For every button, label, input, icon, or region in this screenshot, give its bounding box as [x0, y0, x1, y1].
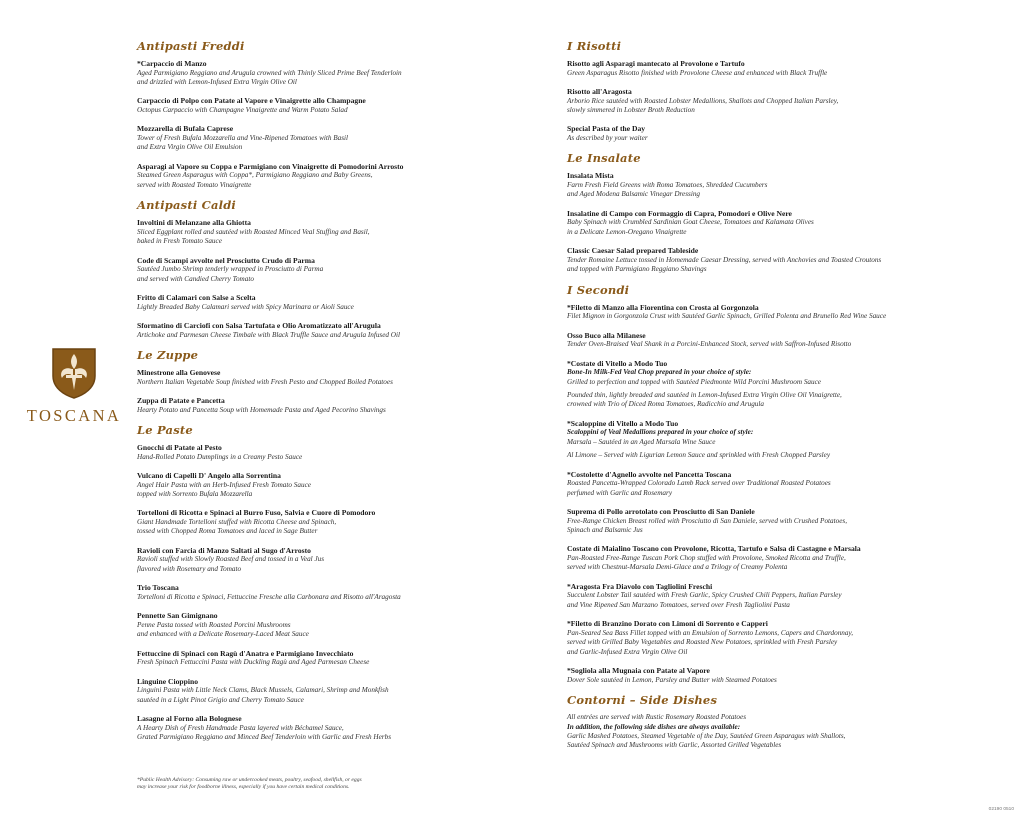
dish-name: Zuppa di Patate e Pancetta [137, 396, 225, 406]
dish-description: sautéed in a Light Pinot Grigio and Cherry Tomato Sauce [137, 695, 304, 704]
menu-item [137, 546, 437, 574]
menu-section [567, 694, 927, 751]
dish-description: Sliced Eggplant rolled and sautéed with Roasted Minced Veal Stuffing and Basil, [137, 227, 370, 236]
dish-description: served with Roasted Tomato Vinaigrette [137, 180, 252, 189]
dish-name: Involtini di Melanzane alla Ghiotta [137, 218, 251, 228]
dish-description: Fresh Spinach Fettuccini Pasta with Duckling Ragù and Aged Parmesan Cheese [137, 658, 370, 667]
dish-name: Pennette San Gimignano [137, 611, 218, 621]
dish-description: Hearty Potato and Pancetta Soup with Homemade Pasta and Aged Pecorino Shavings [137, 405, 386, 414]
fleur-de-lis-shield-icon [50, 346, 98, 400]
section-title: I Risotti [567, 39, 622, 53]
dish-description: Grated Parmigiano Reggiano and Minced Beef Tenderloin with Garlic and Fresh Herbs [137, 733, 391, 742]
dish-name: Special Pasta of the Day [567, 124, 646, 134]
dish-option: Pounded thin, lightly breaded and sautéed in Lemon-Infused Extra Virgin Olive Oil Vinaigrette, [567, 391, 842, 400]
dish-description: Linguini Pasta with Little Neck Clams, Black Mussels, Calamari, Shrimp and Monkfish [137, 686, 389, 695]
dish-description: Filet Mignon in Gorgonzola Crust with Sautéed Garlic Spinach, Grilled Polenta and Brunello Red Wine Sauce [567, 312, 887, 321]
dish-description: As described by your waiter [567, 134, 648, 142]
dish-description: Sautéed Jumbo Shrimp tenderly wrapped in Prosciutto di Parma [137, 265, 324, 274]
section-title: Antipasti Caldi [137, 198, 236, 213]
dish-description: Artichoke and Parmesan Cheese Timbale with Black Truffle Sauce and Arugula Infused Oil [137, 330, 400, 339]
dish-name: Risotto agli Asparagi mantecato al Provolone e Tartufo [567, 59, 745, 68]
dish-description: Aged Parmigiano Reggiano and Arugula crowned with Thinly Sliced Prime Beef Tenderloin [137, 68, 402, 77]
menu-item [567, 507, 927, 535]
dish-option: Al Limone – Served with Ligurian Lemon Sauce and sprinkled with Fresh Chopped Parsley [567, 451, 831, 460]
menu-item [137, 649, 437, 668]
dish-description: Farm Fresh Field Greens with Roma Tomatoes, Shredded Cucumbers [567, 181, 768, 189]
section-title: Le Insalate [567, 151, 641, 166]
dish-description: and Garlic-Infused Extra Virgin Olive Oil [567, 647, 688, 656]
menu-item [137, 293, 437, 312]
dish-name: Insalatine di Campo con Formaggio di Capra, Pomodori e Olive Nere [567, 208, 792, 218]
left-menu-column [137, 40, 437, 751]
section-title: Le Zuppe [137, 348, 199, 363]
right-menu-column [567, 40, 927, 760]
dish-option: Grilled to perfection and topped with Sautéed Piedmonte Wild Porcini Mushroom Sauce [567, 377, 821, 386]
health-advisory [137, 777, 437, 791]
dish-description: Spinach and Balsamic Jus [567, 526, 643, 535]
dish-name: Sformatino di Carciofi con Salsa Tartufata e Olio Aromatizzato all'Arugula [137, 321, 381, 331]
menu-item [567, 470, 927, 498]
dish-name: Minestrone alla Genovese [137, 368, 221, 378]
dish-description: Tortelloni di Ricotta e Spinaci, Fettuccine Fresche alla Carbonara and Risotto all'Aragosta [137, 592, 401, 601]
dish-name: Osso Buco alla Milanese [567, 330, 646, 340]
advisory-line: *Public Health Advisory: Consuming raw or undercooked meats, poultry, seafood, shellfish, or eggs [137, 777, 362, 783]
menu-item [567, 246, 927, 274]
dish-description: Lightly Breaded Baby Calamari served with Spicy Marinara or Aioli Sauce [137, 302, 354, 311]
dish-description: Pan-Roasted Free-Range Tuscan Pork Chop stuffed with Provolone, Smoked Ricotta and Truffle, [567, 554, 846, 563]
dish-description: and drizzled with Lemon-Infused Extra Virgin Olive Oil [137, 78, 297, 86]
dish-name: Fritto di Calamari con Salse a Scelta [137, 293, 256, 303]
section-title: Le Paste [137, 423, 193, 438]
menu-item [137, 508, 437, 536]
dish-description: and Extra Virgin Olive Oil Emulsion [137, 143, 243, 152]
dish-description: and topped with Parmigiano Reggiano Shavings [567, 265, 707, 274]
menu-section [137, 349, 437, 415]
dish-description: Angel Hair Pasta with an Herb-Infused Fresh Tomato Sauce [137, 480, 311, 489]
menu-item [567, 171, 927, 199]
dish-name: Costate di Maialino Toscano con Provolone, Ricotta, Tartufo e Salsa di Castagne e Marsala [567, 544, 861, 554]
dish-description: Giant Handmade Tortelloni stuffed with Ricotta Cheese and Spinach, [137, 518, 337, 527]
dish-name: Insalata Mista [567, 171, 614, 181]
dish-description: Hand-Rolled Potato Dumplings in a Creamy Pesto Sauce [137, 452, 303, 461]
section-title: Contorni – Side Dishes [567, 693, 718, 708]
dish-description: Arborio Rice sautéed with Roasted Lobster Medallions, Shallots and Chopped Italian Parsley, [567, 96, 839, 105]
dish-option: Marsala – Sautéed in an Aged Marsala Wine Sauce [567, 437, 716, 446]
document-code: 02190 0510 [988, 807, 1014, 812]
dish-description: in a Delicate Lemon-Oregano Vinaigrette [567, 227, 687, 236]
dish-name: Carpaccio di Polpo con Patate al Vapore e Vinaigrette allo Champagne [137, 96, 366, 106]
menu-item [567, 582, 927, 610]
dish-description: Tower of Fresh Bufala Mozzarella and Vine-Ripened Tomatoes with Basil [137, 134, 349, 142]
menu-item [137, 677, 437, 705]
dish-name: Asparagi al Vapore su Coppa e Parmigiano con Vinaigrette di Pomodorini Arrosto [137, 161, 404, 171]
dish-name: *Filetto di Manzo alla Fiorentina con Crosta al Gorgonzola [567, 302, 759, 312]
dish-description: Steamed Green Asparagus with Coppa*, Parmigiano Reggiano and Baby Greens, [137, 171, 373, 180]
menu-section [137, 424, 437, 742]
menu-item [567, 544, 927, 572]
menu-item [137, 368, 437, 387]
side-dish-list: Garlic Mashed Potatoes, Steamed Vegetable of the Day, Sautéed Green Asparagus with Shallots, [567, 731, 846, 740]
dish-name: Tortelloni di Ricotta e Spinaci al Burro Fuso, Salvia e Cuore di Pomodoro [137, 508, 376, 518]
menu-section [567, 284, 927, 685]
dish-name: *Aragosta Fra Diavolo con Tagliolini Freschi [567, 581, 713, 591]
dish-description: Octopus Carpaccio with Champagne Vinaigrette and Warm Potato Salad [137, 106, 348, 114]
dish-name: Suprema di Pollo arrotolato con Prosciutto di San Daniele [567, 507, 755, 517]
dish-name: Gnocchi di Patate al Pesto [137, 443, 222, 453]
menu-item [137, 583, 437, 602]
dish-name: Code di Scampi avvolte nel Prosciutto Crudo di Parma [137, 255, 315, 265]
brand-logo [26, 346, 122, 426]
dish-description: Pan-Seared Sea Bass Fillet topped with an Emulsion of Sorrento Lemons, Capers and Chardonnay, [567, 628, 854, 637]
dish-description: Succulent Lobster Tail sautéed with Fresh Garlic, Spicy Crushed Chili Peppers, Italian Parsley [567, 591, 842, 600]
side-dish-list: Sautéed Spinach and Mushrooms with Garlic, Assorted Grilled Vegetables [567, 741, 782, 750]
dish-description: Penne Pasta tossed with Roasted Porcini Mushrooms [137, 620, 291, 629]
dish-style-note: In addition, the following side dishes are always available: [567, 722, 741, 731]
dish-style-note: Bone-In Milk-Fed Veal Chop prepared in your choice of style: [567, 368, 752, 377]
dish-description: Northern Italian Vegetable Soup finished with Fresh Pesto and Chopped Boiled Potatoes [137, 377, 393, 386]
dish-name: Fettuccine di Spinaci con Ragù d'Anatra e Parmigiano Invecchiato [137, 648, 354, 658]
menu-item [567, 713, 927, 751]
dish-description: Free-Range Chicken Breast rolled with Prosciutto di San Daniele, served with Crushed Potatoes, [567, 516, 847, 525]
dish-name: *Costate di Vitello a Modo Tuo [567, 358, 668, 368]
menu-item [567, 666, 927, 685]
dish-description: Green Asparagus Risotto finished with Provolone Cheese and enhanced with Black Truffle [567, 68, 828, 77]
dish-name: Ravioli con Farcia di Manzo Saltati al Sugo d'Arrosto [137, 545, 311, 555]
dish-name: *Scaloppine di Vitello a Modo Tuo [567, 418, 679, 428]
menu-item [567, 619, 927, 657]
menu-item [137, 218, 437, 246]
dish-description: topped with Sorrento Bufala Mozzarella [137, 490, 253, 499]
dish-style-note: Scaloppini of Veal Medallions prepared in your choice of style: [567, 428, 754, 437]
section-title: I Secondi [567, 282, 630, 297]
menu-item [567, 359, 927, 410]
dish-description: and enhanced with a Delicate Rosemary-Laced Meat Sauce [137, 630, 309, 639]
dish-option: crowned with Trio of Diced Roma Tomatoes, Radicchio and Arugula [567, 400, 764, 409]
dish-description: and Aged Modena Balsamic Vinegar Dressing [567, 190, 701, 199]
advisory-line: may increase your risk for foodborne illness, especially if you have certain medical conditions. [137, 784, 350, 791]
menu-item [137, 321, 437, 340]
menu-section [137, 40, 437, 190]
menu-item [137, 124, 437, 152]
dish-description: tossed with Chopped Roma Tomatoes and laced in Sage Butter [137, 527, 318, 536]
section-title: Antipasti Freddi [137, 39, 245, 53]
dish-description: Ravioli stuffed with Slowly Roasted Beef and tossed in a Veal Jus [137, 555, 325, 564]
dish-description: perfumed with Garlic and Rosemary [567, 488, 673, 497]
dish-name: Lasagne al Forno alla Bolognese [137, 714, 242, 724]
menu-item [567, 59, 927, 78]
dish-name: Trio Toscana [137, 583, 179, 593]
dish-description: Baby Spinach with Crumbled Sardinian Goat Cheese, Tomatoes and Kalamata Olives [567, 218, 814, 227]
dish-description: flavored with Rosemary and Tomato [137, 564, 242, 573]
menu-section [137, 199, 437, 340]
dish-name: Risotto all'Aragosta [567, 87, 632, 96]
dish-description: Tender Romaine Lettuce tossed in Homemade Caesar Dressing, served with Anchovies and Toasted Croutons [567, 255, 882, 264]
dish-description: served with Grilled Baby Vegetables and Roasted New Potatoes, sprinkled with Fresh Parsley [567, 638, 838, 647]
brand-name: TOSCANA [26, 406, 122, 425]
dish-name: *Carpaccio di Manzo [137, 59, 207, 68]
dish-name: Mozzarella di Bufala Caprese [137, 124, 234, 134]
menu-item [137, 96, 437, 115]
menu-item [137, 256, 437, 284]
dish-description: served with Chestnut-Marsala Demi-Glace and a Trilogy of Creamy Polenta [567, 563, 788, 572]
dish-name: *Costolette d'Agnello avvolte nel Pancetta Toscana [567, 469, 732, 479]
dish-description: Roasted Pancetta-Wrapped Colorado Lamb Rack served over Traditional Roasted Potatoes [567, 479, 831, 488]
dish-description: slowly simmered in Lobster Broth Reduction [567, 106, 695, 114]
menu-item [567, 303, 927, 322]
dish-name: Vulcano di Capelli D' Angelo alla Sorrentina [137, 471, 281, 481]
menu-item [567, 419, 927, 461]
menu-item [137, 611, 437, 639]
dish-name: Linguine Cioppino [137, 676, 198, 686]
menu-item [137, 162, 437, 190]
menu-section [567, 152, 927, 274]
menu-item [567, 124, 927, 143]
dish-description: Tender Oven-Braised Veal Shank in a Porcini-Enhanced Stock, served with Saffron-Infused Risotto [567, 340, 852, 349]
menu-item [137, 443, 437, 462]
menu-item [567, 331, 927, 350]
menu-item [137, 396, 437, 415]
menu-section [567, 40, 927, 143]
menu-item [567, 209, 927, 237]
menu-item [137, 714, 437, 742]
menu-item [137, 59, 437, 87]
dish-name: *Sogliola alla Mugnaia con Patate al Vapore [567, 666, 710, 676]
dish-description: and Vine Ripened San Marzano Tomatoes, served over Fresh Tagliolini Pasta [567, 600, 790, 609]
menu-item [567, 87, 927, 115]
dish-description: Dover Sole sautéed in Lemon, Parsley and Butter with Steamed Potatoes [567, 675, 777, 684]
dish-description: A Hearty Dish of Fresh Handmade Pasta layered with Béchamel Sauce, [137, 723, 344, 732]
dish-name: *Filetto di Branzino Dorato con Limoni di Sorrento e Capperi [567, 619, 768, 629]
dish-description: and served with Candied Cherry Tomato [137, 274, 254, 283]
dish-description: All entrées are served with Rustic Rosemary Roasted Potatoes [567, 713, 746, 722]
dish-description: baked in Fresh Tomato Sauce [137, 237, 222, 246]
dish-name: Classic Caesar Salad prepared Tableside [567, 246, 699, 256]
menu-item [137, 471, 437, 499]
